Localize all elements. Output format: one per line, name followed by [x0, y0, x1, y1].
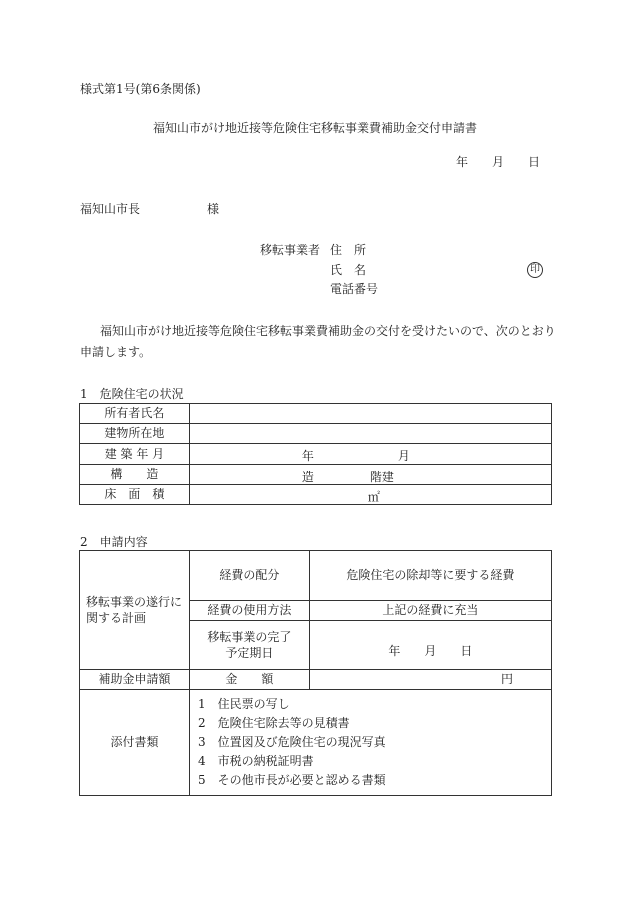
floor-area-label: 床 面 積 — [80, 485, 190, 505]
attachment-item-4: 4 市税の納税証明書 — [197, 754, 314, 768]
table-row — [80, 424, 552, 444]
name-label: 氏 名 — [330, 263, 367, 277]
completion-label — [189, 621, 309, 670]
section1-heading: 1 危険住宅の状況 — [80, 387, 184, 401]
attachment-item-3: 3 位置図及び危険住宅の現況写真 — [197, 735, 386, 749]
month-unit: 月 — [397, 449, 410, 463]
document-title: 福知山市がけ地近接等危険住宅移転事業費補助金交付申請書 — [152, 121, 477, 135]
building-location-label: 建物所在地 — [80, 424, 190, 444]
seal-mark: 印 — [527, 262, 543, 278]
attachment-item-5: 5 その他市長が必要と認める書類 — [197, 773, 386, 787]
construction-date-label: 建 築 年 月 — [80, 444, 190, 465]
floor-area-value[interactable] — [189, 485, 551, 505]
usage-label: 経費の使用方法 — [189, 601, 309, 621]
building-location-value[interactable] — [189, 424, 551, 444]
owner-name-value[interactable] — [189, 404, 551, 424]
completion-date-value[interactable]: 年 月 日 — [309, 621, 551, 670]
house-status-table — [79, 403, 552, 505]
body-text-line-1: 福知山市がけ地近接等危険住宅移転事業費補助金の交付を受けたいので、次のとおり — [100, 324, 556, 338]
addressee: 福知山市長 — [80, 202, 141, 216]
plan-label: 移転事業の遂行に関する計画 — [80, 551, 190, 670]
amount-label: 補助金申請額 — [80, 670, 190, 690]
honorific: 様 — [207, 202, 220, 216]
attachment-item-2: 2 危険住宅除去等の見積書 — [197, 716, 350, 730]
usage-value: 上記の経費に充当 — [309, 601, 551, 621]
year-unit: 年 — [301, 449, 314, 463]
structure-unit: 造 — [301, 470, 314, 484]
attachment-item-1: 1 住民票の写し — [197, 697, 290, 711]
table-row — [80, 485, 552, 505]
application-date: 年 月 日 — [456, 155, 541, 169]
owner-name-label: 所有者氏名 — [80, 404, 190, 424]
completion-label-line-2: 予定期日 — [225, 646, 274, 660]
table-row — [80, 465, 552, 485]
address-label: 住 所 — [330, 243, 367, 257]
table-row — [80, 670, 552, 690]
table-row — [80, 690, 552, 796]
completion-label-line-1: 移転事業の完了 — [207, 629, 292, 644]
amount-value[interactable]: 円 — [309, 670, 551, 690]
form-number: 様式第1号(第6条関係) — [80, 82, 201, 96]
allocation-label: 経費の配分 — [189, 551, 309, 601]
structure-label: 構 造 — [80, 465, 190, 485]
application-content-table — [79, 550, 552, 796]
floors-unit: 階建 — [369, 470, 394, 484]
section2-heading: 2 申請内容 — [80, 535, 148, 549]
phone-label: 電話番号 — [330, 282, 379, 296]
attachments-label: 添付書類 — [80, 690, 190, 796]
attachments-list — [189, 690, 551, 796]
body-text-line-2: 申請します。 — [80, 345, 152, 359]
construction-date-value[interactable] — [189, 444, 551, 465]
amount-sub-label: 金 額 — [189, 670, 309, 690]
structure-value[interactable] — [189, 465, 551, 485]
table-row — [80, 444, 552, 465]
table-row — [80, 404, 552, 424]
applicant-role: 移転事業者 — [260, 243, 321, 257]
allocation-value: 危険住宅の除却等に要する経費 — [309, 551, 551, 601]
table-row — [80, 551, 552, 601]
area-unit: ㎡ — [367, 490, 380, 504]
